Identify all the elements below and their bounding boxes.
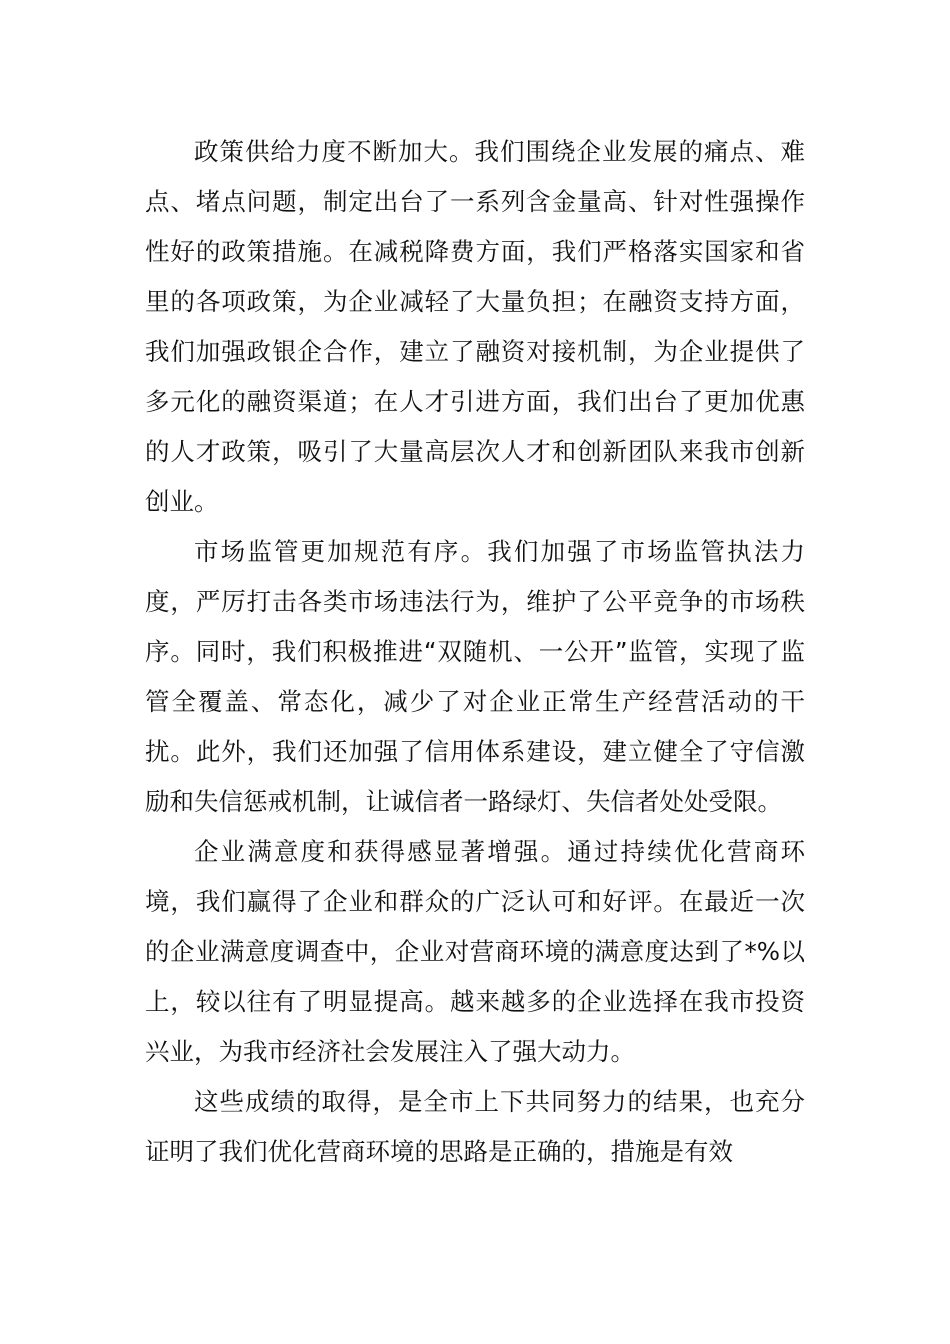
paragraph-market-supervision: 市场监管更加规范有序。我们加强了市场监管执法力度，严厉打击各类市场违法行为，维护了公平竞争的市场秩序。同时，我们积极推进“双随机、一公开”监管，实现了监管全覆盖、常态化，减少了对企业正常生产经营活动的干扰。此外，我们还加强了信用体系建设，建立健全了守信激励和失信惩戒机制，让诚信者一路绿灯、失信者处处受限。: [145, 537, 805, 816]
paragraph-enterprise-satisfaction: 企业满意度和获得感显著增强。通过持续优化营商环境，我们赢得了企业和群众的广泛认可和好评。在最近一次的企业满意度调查中，企业对营商环境的满意度达到了*%以上，较以往有了明显提高。越来越多的企业选择在我市投资兴业，为我市经济社会发展注入了强大动力。: [145, 837, 805, 1066]
document-body: [145, 127, 805, 1177]
paragraph-policy-supply: 政策供给力度不断加大。我们围绕企业发展的痛点、难点、堵点问题，制定出台了一系列含金量高、针对性强操作性好的政策措施。在减税降费方面，我们严格落实国家和省里的各项政策，为企业减轻了大量负担；在融资支持方面，我们加强政银企合作，建立了融资对接机制，为企业提供了多元化的融资渠道；在人才引进方面，我们出台了更加优惠的人才政策，吸引了大量高层次人才和创新团队来我市创新创业。: [145, 137, 805, 516]
paragraph-achievements: 这些成绩的取得，是全市上下共同努力的结果，也充分证明了我们优化营商环境的思路是正确的，措施是有效: [145, 1087, 805, 1166]
